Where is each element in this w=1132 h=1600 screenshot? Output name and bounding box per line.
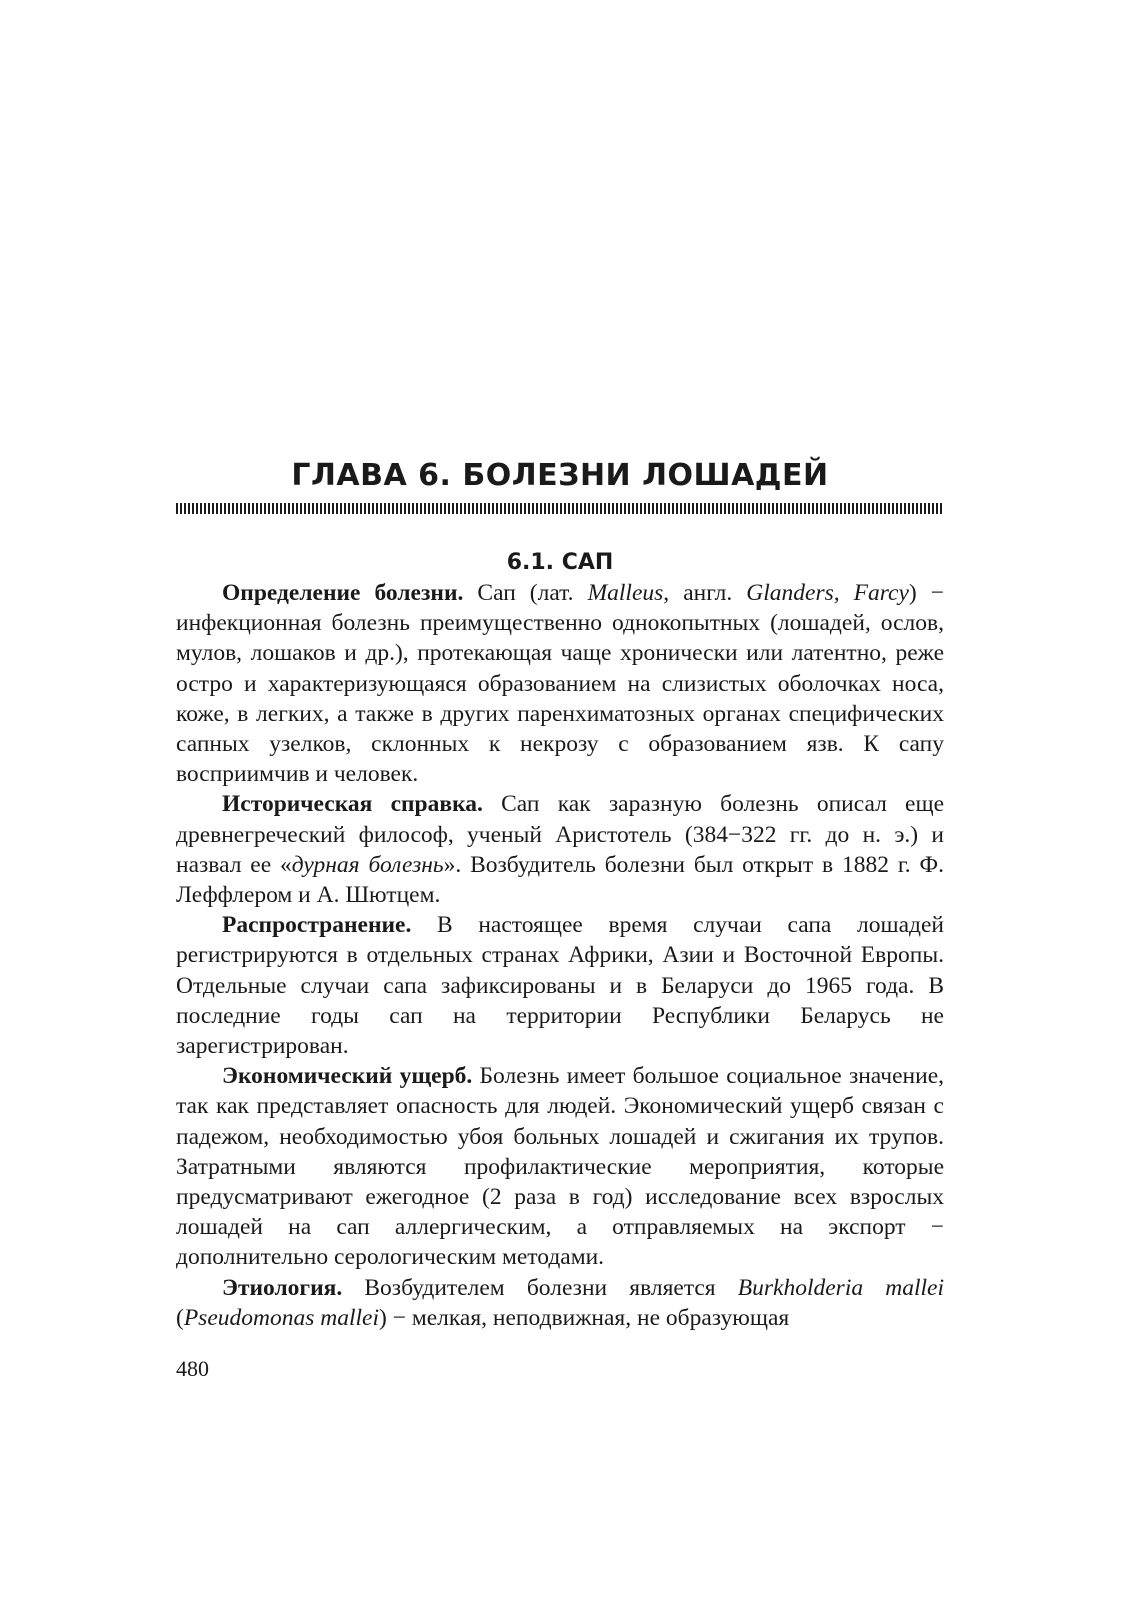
paragraph-history [176, 789, 944, 910]
page-number: 480 [176, 1356, 209, 1381]
book-page [176, 0, 944, 1600]
section-heading: 6.1. САП [506, 550, 614, 575]
latin-term: Malleus [587, 580, 664, 606]
quoted-term: дурная болезнь [291, 851, 444, 878]
text-run: Сап как заразную болезнь описал еще древнегреческий философ, ученый Аристотель (384−322 гг. до н. э.) и назвал ее « [176, 791, 944, 878]
paragraph-heading: Определение болезни. [222, 580, 464, 606]
paragraph-distribution [176, 910, 944, 1061]
text-run: Возбудителем болезни является [342, 1274, 738, 1301]
text-run: Болезнь имеет большое социальное значение, так как представляет опасность для людей. Экономический ущерб связан с падежом, необходимостью убоя больных лошадей и сжигания их трупов. Затратными являются профилактические мероприятия, которые предусматривают ежегодное (2 раза в год) исследование всех взрослых лошадей на сап аллергическим, а отправляемых на экспорт − дополнительно серологическим методами. [176, 1063, 944, 1271]
paragraph-heading: Историческая справка. [222, 791, 483, 818]
text-run: ) − инфекционная болезнь преимущественно однокопытных (лошадей, ослов, мулов, лошаков и др.), протекающая чаще хронически или латентно, реже остро и характеризующаяся образованием на слизистых оболочках носа, коже, в легких, а также в других паренхиматозных органах специфических сапных узелков, склонных к некрозу с образованием язв. К сапу восприимчив и человек. [176, 580, 944, 788]
text-run: В настоящее время случаи сапа лошадей регистрируются в отдельных странах Африки, Азии и Восточной Европы. Отдельные случаи сапа зафиксированы и в Беларуси до 1965 года. В последние годы сап на территории Республики Беларусь не зарегистрирован. [176, 912, 944, 1060]
text-run: ) − мелкая, неподвижная, не образующая [379, 1304, 790, 1331]
title-rule [176, 503, 944, 514]
text-run: Сап (лат. [463, 580, 588, 606]
species-synonym: Pseudomonas mallei [183, 1304, 379, 1331]
paragraph-etiology [176, 1273, 944, 1333]
english-term: Glanders, Farcy [746, 580, 909, 606]
text-run: ( [176, 1304, 184, 1331]
paragraph-heading: Этиология. [222, 1274, 343, 1301]
paragraph-definition [176, 578, 944, 789]
text-run: , англ. [663, 580, 747, 606]
paragraph-economic-damage [176, 1061, 944, 1272]
paragraph-heading: Распространение. [222, 912, 412, 939]
paragraph-heading: Экономический ущерб. [222, 1063, 473, 1090]
chapter-title: ГЛАВА 6. БОЛЕЗНИ ЛОШАДЕЙ [291, 458, 829, 493]
body-text [176, 578, 944, 1333]
text-run: ». Возбудитель болезни был открыт в 1882 г. Ф. Леффлером и А. Шютцем. [176, 851, 944, 909]
species-name: Burkholderia mallei [737, 1274, 944, 1301]
